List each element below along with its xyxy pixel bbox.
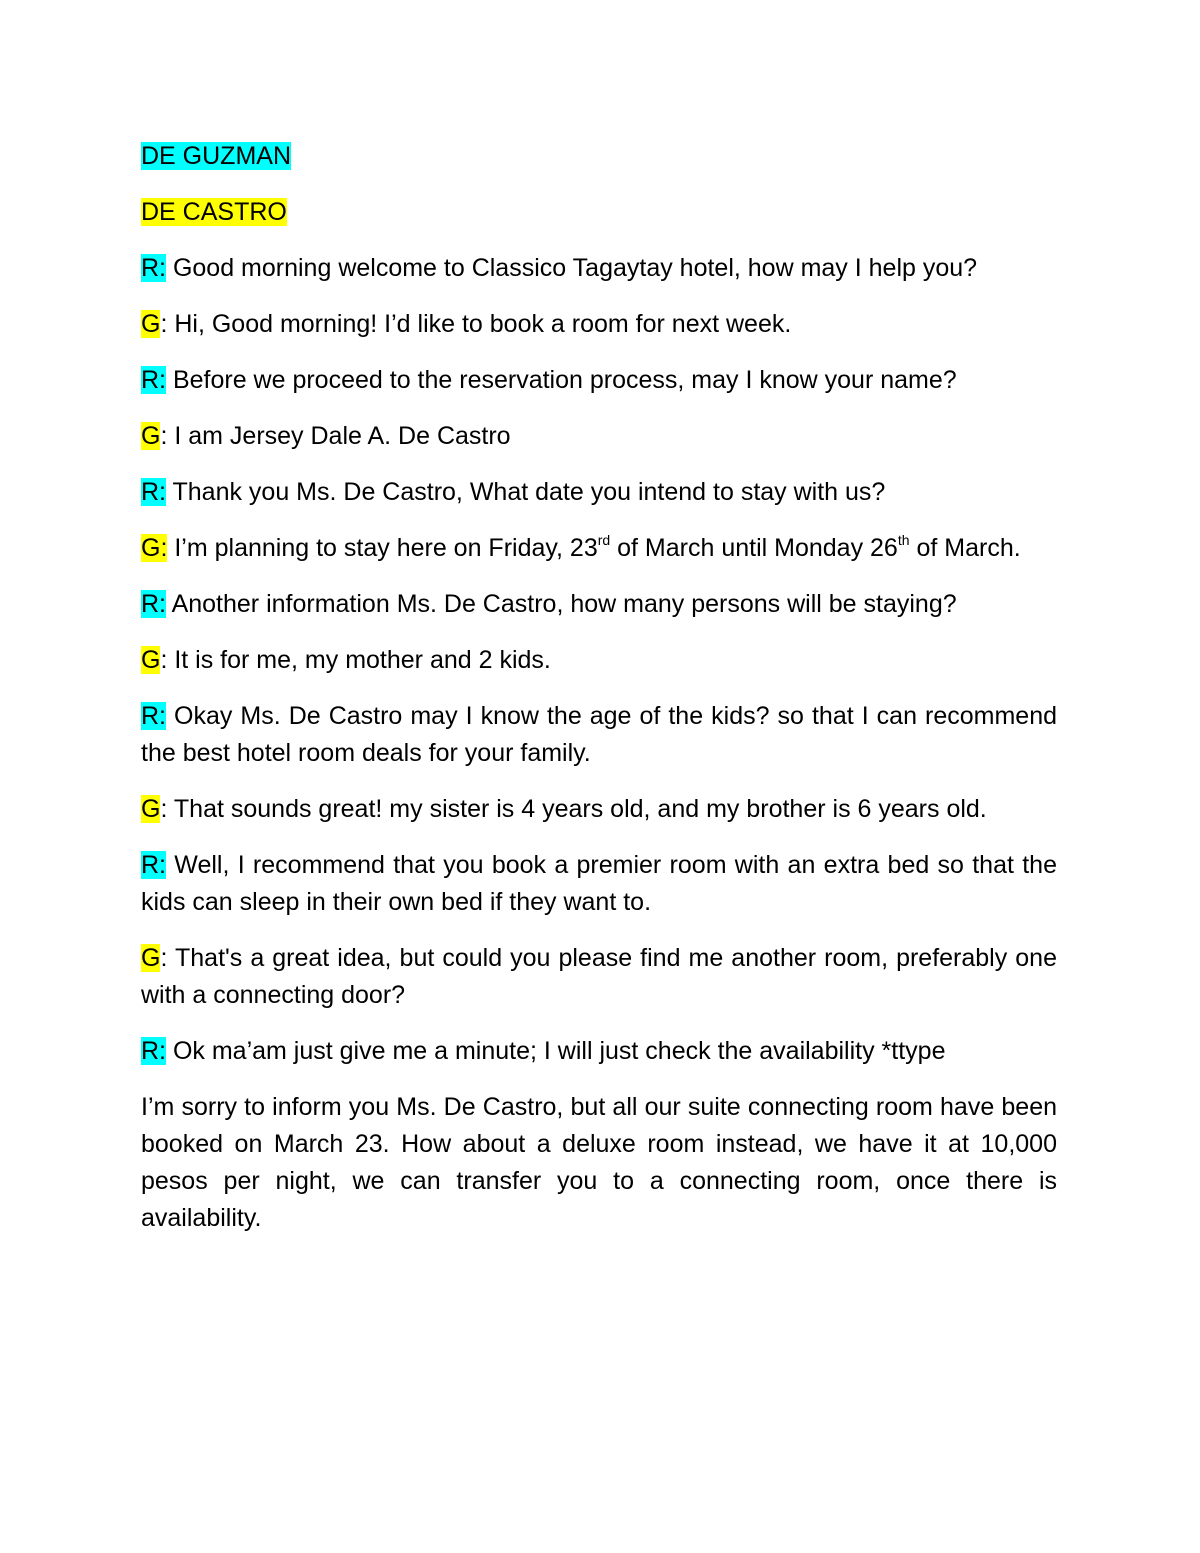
speaker-label-receptionist: R: — [141, 478, 166, 506]
dialogue-line-8 — [141, 642, 1057, 679]
speaker-label-guest: G — [141, 944, 161, 972]
speaker-label-guest: G — [141, 310, 161, 338]
speaker-label-receptionist: R: — [141, 1037, 166, 1065]
dialogue-line-7 — [141, 586, 1057, 623]
dialogue-text: : It is for me, my mother and 2 kids. — [160, 646, 551, 674]
name-de-castro: DE CASTRO — [141, 198, 287, 226]
dialogue-text: Thank you Ms. De Castro, What date you intend to stay with us? — [166, 478, 886, 506]
dialogue-line-5 — [141, 474, 1057, 511]
closing-paragraph: I’m sorry to inform you Ms. De Castro, but all our suite connecting room have been booked on March 23. How about a deluxe room instead, we have it at 10,000 pesos per night, we can transfer you to a connecting room, once there is availability. — [141, 1093, 1057, 1232]
dialogue-text: Well, I recommend that you book a premier room with an extra bed so that the kids can sleep in their own bed if they want to. — [141, 851, 1057, 916]
dialogue-text: : Hi, Good morning! I’d like to book a room for next week. — [160, 310, 792, 338]
speaker-label-receptionist: R: — [141, 254, 166, 282]
dialogue-text: Another information Ms. De Castro, how many persons will be staying? — [166, 590, 957, 618]
dialogue-text: I’m planning to stay here on Friday, 23 — [167, 534, 598, 562]
dialogue-line-10 — [141, 791, 1057, 828]
dialogue-text: of March until Monday 26 — [610, 534, 898, 562]
name-line-1 — [141, 138, 1057, 175]
speaker-label-guest: G: — [141, 534, 168, 562]
speaker-label-receptionist: R: — [141, 702, 166, 730]
speaker-label-guest: G — [141, 646, 161, 674]
dialogue-text: : I am Jersey Dale A. De Castro — [160, 422, 511, 450]
dialogue-line-4 — [141, 418, 1057, 455]
speaker-label-guest: G — [141, 422, 161, 450]
speaker-label-receptionist: R: — [141, 590, 166, 618]
name-line-2 — [141, 194, 1057, 231]
dialogue-line-12 — [141, 940, 1057, 1014]
dialogue-line-2 — [141, 306, 1057, 343]
dialogue-text: : That sounds great! my sister is 4 years old, and my brother is 6 years old. — [160, 795, 987, 823]
dialogue-text: of March. — [909, 534, 1021, 562]
dialogue-text: Good morning welcome to Classico Tagaytay hotel, how may I help you? — [166, 254, 978, 282]
dialogue-text: : That's a great idea, but could you please find me another room, preferably one with a connecting door? — [141, 944, 1057, 1009]
dialogue-line-9 — [141, 698, 1057, 772]
dialogue-line-3 — [141, 362, 1057, 399]
dialogue-line-6 — [141, 530, 1057, 567]
speaker-label-receptionist: R: — [141, 366, 166, 394]
speaker-label-guest: G — [141, 795, 161, 823]
dialogue-line-11 — [141, 847, 1057, 921]
dialogue-line-1 — [141, 250, 1057, 287]
dialogue-text: Before we proceed to the reservation process, may I know your name? — [166, 366, 957, 394]
dialogue-text: Okay Ms. De Castro may I know the age of the kids? so that I can recommend the best hotel room deals for your family. — [141, 702, 1057, 767]
ordinal-suffix: rd — [597, 531, 611, 548]
speaker-label-receptionist: R: — [141, 851, 166, 879]
ordinal-suffix: th — [897, 531, 910, 548]
dialogue-text: Ok ma’am just give me a minute; I will just check the availability *ttype — [166, 1037, 946, 1065]
name-de-guzman: DE GUZMAN — [141, 142, 291, 170]
dialogue-line-13 — [141, 1033, 1057, 1070]
document-body — [141, 138, 1057, 1256]
